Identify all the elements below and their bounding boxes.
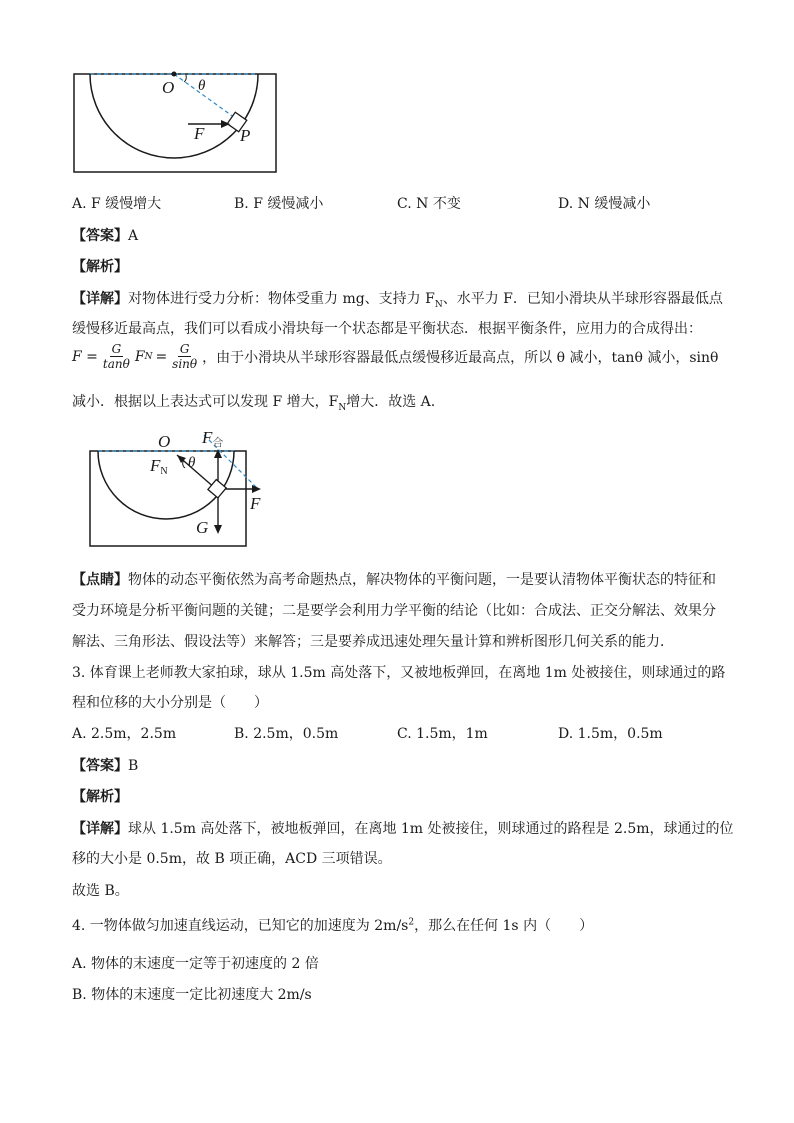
q2-detail-line1 — [72, 288, 723, 310]
q2-answer — [72, 225, 138, 245]
label-o: O — [162, 78, 175, 97]
q3-detail-line2: 移的大小是 0.5m，故 B 项正确，ACD 三项错误。 — [72, 851, 392, 867]
detail-text-b: 、水平力 F．已知小滑块从半球形容器最低点 — [442, 291, 723, 307]
q4-stem — [72, 915, 593, 935]
q3-stem-line1: 3. 体育课上老师教大家拍球，球从 1.5m 高处落下，又被地板弹回，在离地 1m 处被接住，则球通过的路 — [72, 665, 726, 681]
formula-fn: F — [134, 348, 145, 365]
fraction-g-sin — [170, 342, 199, 371]
q2-review-line2: 受力环境是分析平衡问题的关键；二是要学会利用力学平衡的结论（比如：合成法、正交分解法、效果分 — [72, 603, 716, 619]
label-p: P — [240, 126, 251, 145]
q2-option-a[interactable]: A. F 缓慢增大 — [72, 196, 162, 212]
horizontal-force-arrowhead — [252, 485, 261, 493]
q3-option-d[interactable]: D. 1.5m，0.5m — [558, 726, 663, 742]
q3-option-b[interactable]: B. 2.5m，0.5m — [234, 726, 339, 742]
review-text: 物体的动态平衡依然为高考命题热点，解决物体的平衡问题，一是要认清物体平衡状态的特征和 — [128, 572, 716, 588]
q2-formula-line — [72, 342, 718, 371]
detail-text-a: 对物体进行受力分析：物体受重力 mg、支持力 F — [128, 291, 435, 307]
q3-stem-line2: 程和位移的大小分别是（ ） — [72, 695, 268, 711]
fraction-g-tan — [101, 342, 132, 371]
answer-value: B — [128, 758, 139, 774]
theta-arc — [184, 75, 186, 82]
detail-text: 球从 1.5m 高处落下，被地板弹回，在离地 1m 处被接住，则球通过的路程是 2.5m，球通过的位 — [128, 821, 734, 837]
formula-f: F = — [72, 348, 98, 365]
figure-hemisphere-2 — [84, 425, 274, 550]
answer-tag: 【答案】 — [72, 228, 128, 244]
frac-num: G — [179, 342, 190, 356]
label-f: F — [250, 494, 261, 513]
label-fn: FN — [150, 456, 168, 477]
q3-answer — [72, 755, 138, 775]
q3-detail-line1 — [72, 818, 734, 838]
q4-stem-a: 4. 一物体做匀加速直线运动，已知它的加速度为 2m/s — [72, 918, 409, 934]
formula-eq: = — [155, 348, 168, 365]
block — [208, 480, 226, 498]
detail-tag: 【详解】 — [72, 291, 128, 307]
gravity-arrowhead — [214, 525, 222, 534]
label-theta: θ — [198, 78, 206, 94]
q3-option-a[interactable]: A. 2.5m，2.5m — [72, 726, 177, 742]
q4-option-b[interactable]: B. 物体的末速度一定比初速度大 2m/s — [72, 987, 312, 1003]
review-tag: 【点睛】 — [72, 572, 128, 588]
center-dot — [172, 72, 177, 77]
q3-conclusion: 故选 B。 — [72, 883, 129, 899]
label-f-resultant: F合 — [202, 428, 224, 449]
figure-hemisphere-1 — [70, 68, 280, 176]
q2-detail-line2: 缓慢移近最高点，我们可以看成小滑块每一个状态都是平衡状态．根据平衡条件，应用力的合成得出： — [72, 321, 702, 337]
q2-detail-line4 — [72, 391, 435, 413]
q3-analysis-tag: 【解析】 — [72, 789, 128, 805]
q2-option-c[interactable]: C. N 不变 — [397, 196, 461, 212]
label-o: O — [158, 432, 171, 451]
q2-review-line1 — [72, 569, 716, 589]
q4-stem-sup: 2 — [408, 917, 415, 928]
theta-arc — [183, 459, 185, 468]
detail-sub: N — [338, 402, 347, 413]
detail-text-d: 增大．故选 A. — [346, 394, 436, 410]
detail-sub: N — [434, 299, 443, 310]
q4-stem-b: ，那么在任何 1s 内（ ） — [414, 918, 594, 934]
detail-text-c: 减小．根据以上表达式可以发现 F 增大，F — [72, 394, 339, 410]
q2-review-line3: 解法、三角形法、假设法等）来解答；三是要养成迅速处理矢量计算和辨析图形几何关系的能力． — [72, 634, 674, 650]
q2-option-b[interactable]: B. F 缓慢减小 — [234, 196, 324, 212]
q3-option-c[interactable]: C. 1.5m，1m — [397, 726, 488, 742]
frac-den: tanθ — [102, 357, 130, 371]
frac-den: sinθ — [172, 357, 198, 371]
formula-fn-sub: N — [144, 351, 153, 362]
label-f: F — [194, 124, 205, 143]
q2-analysis-tag: 【解析】 — [72, 259, 128, 275]
q4-option-a[interactable]: A. 物体的末速度一定等于初速度的 2 倍 — [72, 956, 319, 972]
formula-tail: ，由于小滑块从半球形容器最低点缓慢移近最高点，所以 θ 减小，tanθ 减小，sinθ — [202, 349, 719, 366]
container-outline — [90, 451, 246, 546]
answer-tag: 【答案】 — [72, 758, 128, 774]
answer-value: A — [128, 228, 139, 244]
q2-option-d[interactable]: D. N 缓慢减小 — [558, 196, 651, 212]
label-g: G — [196, 518, 209, 537]
detail-tag: 【详解】 — [72, 821, 128, 837]
frac-num: G — [111, 342, 122, 356]
label-theta: θ — [188, 455, 196, 471]
